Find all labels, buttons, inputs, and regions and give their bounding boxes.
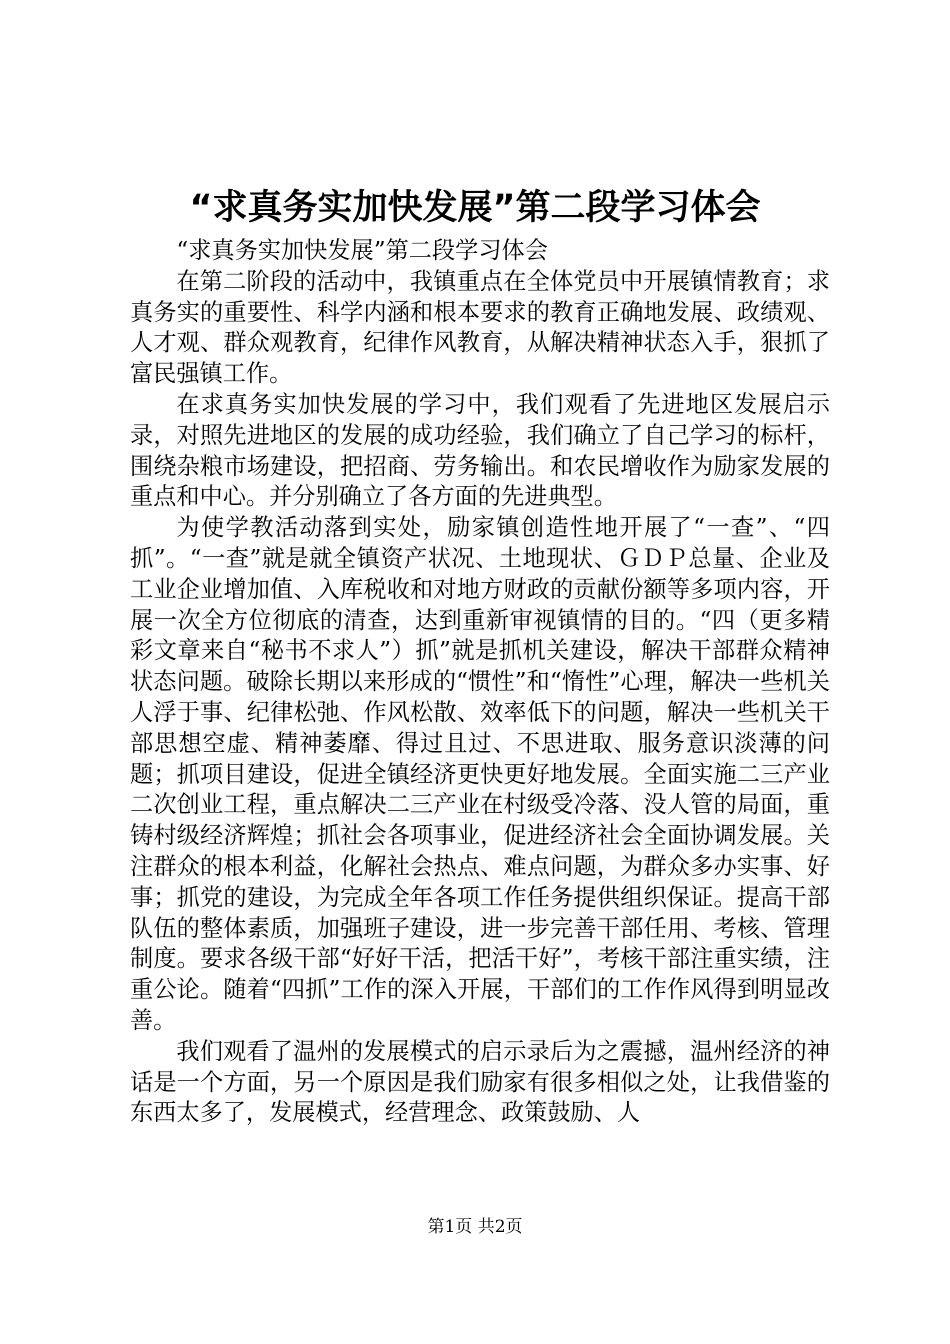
- page-footer: 第1页 共2页: [427, 1217, 523, 1237]
- document-body: [130, 236, 830, 1129]
- paragraph-subtitle: “求真务实加快发展”第二段学习体会: [176, 237, 548, 264]
- paragraph: 为使学教活动落到实处，励家镇创造性地开展了“一查”、“四抓”。“一查”就是就全镇资产状况、土地现状、ＧＤＰ总量、企业及工业企业增加值、入库税收和对地方财政的贡献份额等多项内容，开展一次全方位彻底的清查，达到重新审视镇情的目的。“四（更多精彩文章来自“秘书不求人”）抓”就是抓机关建设，解决干部群众精神状态问题。破除长期以来形成的“惯性”和“惰性”心理，解决一些机关人浮于事、纪律松弛、作风松散、效率低下的问题，解决一些机关干部思想空虚、精神萎靡、得过且过、不思进取、服务意识淡薄的问题；抓项目建设，促进全镇经济更快更好地发展。全面实施二三产业二次创业工程，重点解决二三产业在村级受冷落、没人管的局面，重铸村级经济辉煌；抓社会各项事业，促进经济社会全面协调发展。关注群众的根本利益，化解社会热点、难点问题，为群众多办实事、好事；抓党的建设，为完成全年各项工作任务提供组织保证。提高干部队伍的整体素质，加强班子建设，进一步完善干部任用、考核、管理制度。要求各级干部“好好干活，把活干好”，考核干部注重实绩，注重公论。随着“四抓”工作的深入开展，干部们的工作作风得到明显改善。: [130, 514, 830, 1034]
- paragraph: 在第二阶段的活动中，我镇重点在全体党员中开展镇情教育；求真务实的重要性、科学内涵和根本要求的教育正确地发展、政绩观、人才观、群众观教育，纪律作风教育，从解决精神状态入手，狠抓了富民强镇工作。: [130, 267, 830, 388]
- paragraph: 在求真务实加快发展的学习中，我们观看了先进地区发展启示录，对照先进地区的发展的成功经验，我们确立了自己学习的标杆，围绕杂粮市场建设，把招商、劳务输出。和农民增收作为励家发展的重点和中心。并分别确立了各方面的先进典型。: [130, 390, 830, 511]
- document-title: “求真务实加快发展”第二段学习体会: [189, 188, 761, 228]
- paragraph: 我们观看了温州的发展模式的启示录后为之震撼，温州经济的神话是一个方面，另一个原因是我们励家有很多相似之处，让我借鉴的东西太多了，发展模式，经营理念、政策鼓励、人: [130, 1037, 830, 1127]
